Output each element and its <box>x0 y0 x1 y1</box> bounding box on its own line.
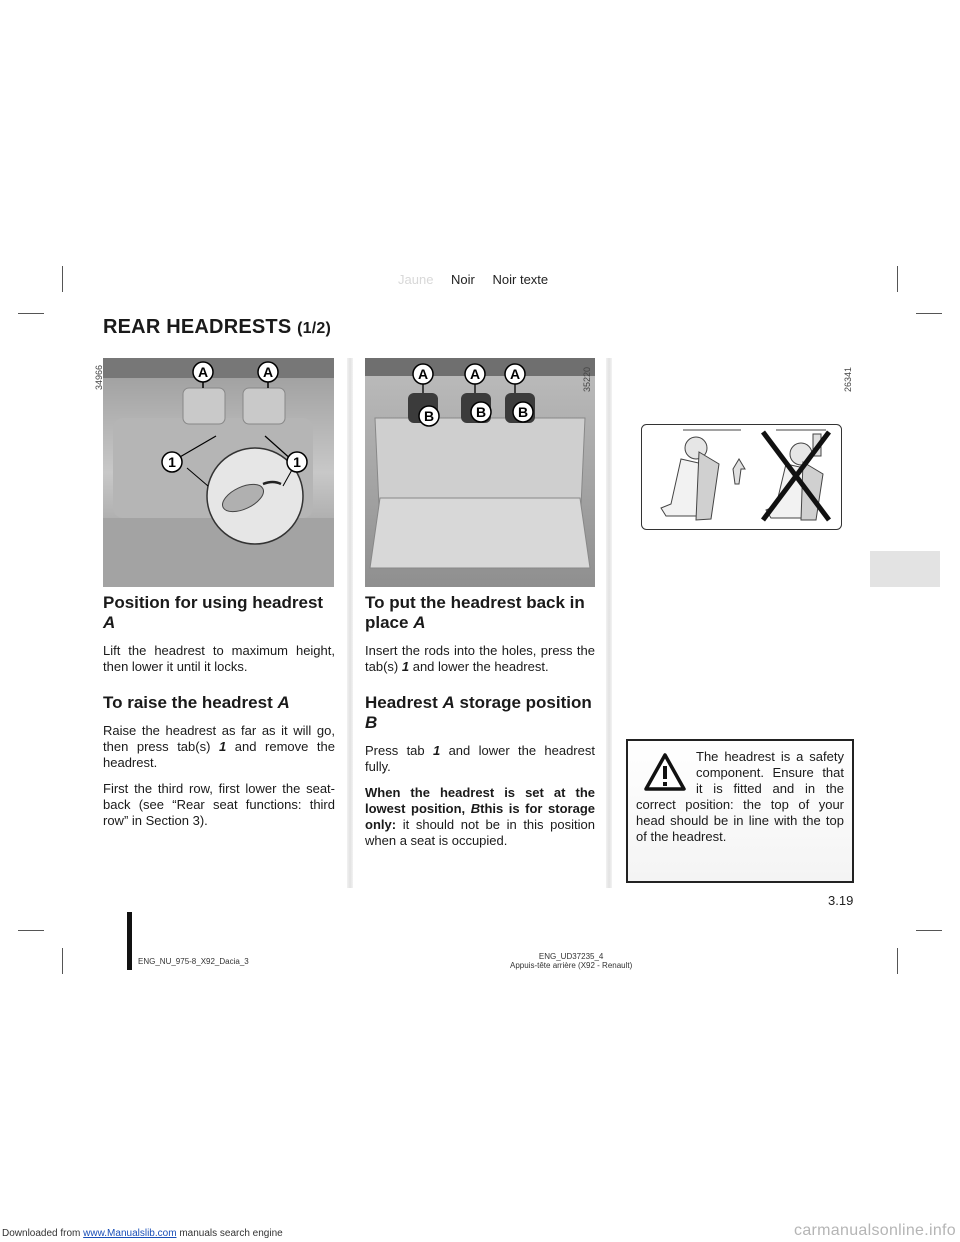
text: Press tab <box>365 743 425 758</box>
letter: B <box>470 801 481 816</box>
seat-row-illustration <box>365 358 595 587</box>
column-divider <box>347 358 353 888</box>
text: it should not be in this position when a seat is occupied. <box>365 817 595 848</box>
heading-raise <box>103 693 335 713</box>
text: and lower the headrest. <box>412 659 549 674</box>
print-mark-noir-texte: Noir texte <box>492 272 549 287</box>
tab-ref: 1 <box>218 739 227 754</box>
footer-right-line2: Appuis-tête arrière (X92 - Renault) <box>510 961 633 970</box>
heading-position <box>103 593 335 633</box>
paragraph: Lift the headrest to maximum height, then lower it until it locks. <box>103 643 335 674</box>
heading-text: To put the headrest back in place <box>365 593 585 632</box>
heading-text: To raise the headrest <box>103 693 273 712</box>
crop-mark <box>18 930 44 931</box>
title-main: REAR HEADRESTS <box>103 316 292 338</box>
label-b: B <box>517 404 529 420</box>
column-divider <box>606 358 612 888</box>
footer-right-line1: ENG_UD37235_4 <box>538 952 604 961</box>
label-1: 1 <box>293 454 301 470</box>
paragraph <box>365 743 595 775</box>
heading-storage <box>365 693 595 733</box>
paragraph: First the third row, first lower the seat-back (see “Rear seat functions: third row” in Section 3). <box>103 781 335 828</box>
right-image-ref: 26341 <box>843 366 853 392</box>
left-image-ref: 34966 <box>94 364 104 390</box>
crop-mark <box>897 266 898 292</box>
crop-mark <box>62 266 63 292</box>
label-a: A <box>509 366 521 382</box>
label-1: 1 <box>168 454 176 470</box>
headrest-tab-illustration <box>103 358 334 587</box>
section-tab <box>870 551 940 587</box>
heading-letter: B <box>365 713 378 732</box>
text: Raise the headrest as far as it will go, then press tab(s) <box>103 723 335 754</box>
download-banner <box>0 1222 960 1242</box>
heading-put-back <box>365 593 595 633</box>
heading-letter: A <box>277 693 290 712</box>
paragraph <box>103 723 335 771</box>
warning-triangle-icon <box>644 753 686 791</box>
print-mark-noir: Noir <box>451 272 475 287</box>
title-suffix: (1/2) <box>297 320 332 337</box>
left-photo <box>103 358 334 587</box>
column-1 <box>103 593 335 839</box>
print-marks <box>398 272 548 287</box>
banner-text <box>2 1228 283 1239</box>
text: Insert the rods into the holes, press the tab(s) <box>365 643 595 674</box>
tab-ref: 1 <box>432 743 441 758</box>
heading-letter: A <box>103 613 116 632</box>
heading-text: Position for using headrest <box>103 593 324 612</box>
banner-prefix: Downloaded from <box>2 1228 81 1239</box>
tab-ref: 1 <box>401 659 410 674</box>
label-b: B <box>475 404 487 420</box>
print-mark-jaune: Jaune <box>398 272 434 287</box>
heading-text: Headrest <box>365 693 438 712</box>
watermark: carmanualsonline.info <box>794 1222 956 1239</box>
warning-text: The headrest is a safety component. Ensure that it is fitted and in the correct position: the top of your head should be in line with the top of the headrest. <box>636 749 844 844</box>
text: and remove the headrest. <box>103 739 335 770</box>
margin-bar <box>127 912 132 970</box>
column-2 <box>365 593 595 859</box>
middle-photo <box>365 358 595 587</box>
banner-suffix: manuals search engine <box>179 1228 283 1239</box>
heading-letter: A <box>413 613 426 632</box>
right-illustration <box>641 424 842 530</box>
crop-mark <box>18 313 44 314</box>
paragraph <box>365 643 595 675</box>
manualslib-link[interactable]: www.Manualslib.com <box>83 1228 177 1239</box>
footer-left: ENG_NU_975-8_X92_Dacia_3 <box>138 957 249 966</box>
label-a: A <box>197 364 209 380</box>
correct-incorrect-headrest-diagram <box>641 424 842 530</box>
label-b: B <box>423 408 435 424</box>
heading-letter: A <box>442 693 455 712</box>
crop-mark <box>916 313 942 314</box>
label-a: A <box>469 366 481 382</box>
text: and lower the headrest fully. <box>365 743 595 774</box>
crop-mark <box>897 948 898 974</box>
warning-box <box>626 739 854 883</box>
crop-mark <box>916 930 942 931</box>
middle-image-ref: 35220 <box>582 366 592 392</box>
label-a: A <box>417 366 429 382</box>
heading-text: storage position <box>459 693 592 712</box>
bold-text: this is for storage only: <box>365 801 595 832</box>
page-number: 3.19 <box>828 893 854 908</box>
footer-right <box>510 952 632 970</box>
crop-mark <box>62 948 63 974</box>
paragraph <box>365 785 595 849</box>
bold-text: When the headrest is set at the lowest position, <box>365 785 595 816</box>
label-a: A <box>262 364 274 380</box>
page-title <box>103 316 331 339</box>
